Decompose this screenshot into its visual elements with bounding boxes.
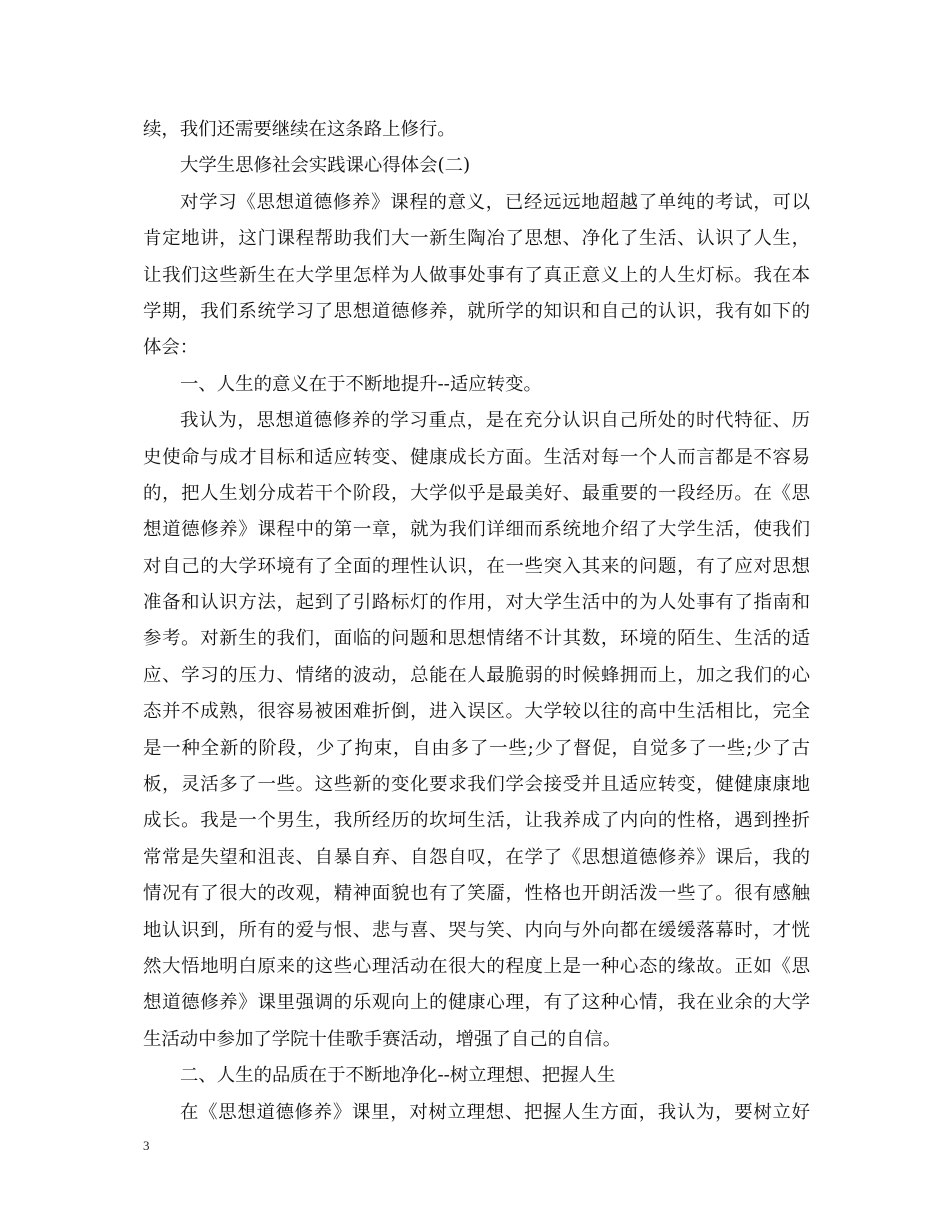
- page-number: 3: [143, 1138, 150, 1153]
- text-line: 让我们这些新生在大学里怎样为人做事处事有了真正意义上的人生灯标。我在本: [143, 264, 810, 286]
- text-line: 常常是失望和沮丧、自暴自弃、自怨自叹，在学了《思想道德修养》课后，我的: [143, 846, 810, 868]
- text-line: 应、学习的压力、情绪的波动，总能在人最脆弱的时候蜂拥而上，加之我们的心: [143, 664, 810, 686]
- text-line: 成长。我是一个男生，我所经历的坎坷生活，让我养成了内向的性格，遇到挫折: [143, 810, 810, 832]
- text-line: 想道德修养》课程中的第一章，就为我们详细而系统地介绍了大学生活，使我们: [143, 519, 810, 541]
- text-line: 情况有了很大的改观，精神面貌也有了笑靥，性格也开朗活泼一些了。很有感触: [143, 883, 810, 905]
- text-line: 大学生思修社会实践课心得体会(二): [180, 155, 471, 177]
- text-line: 然大悟地明白原来的这些心理活动在很大的程度上是一种心态的缘故。正如《思: [143, 955, 810, 977]
- text-line: 是一种全新的阶段，少了拘束，自由多了一些;少了督促，自觉多了一些;少了古: [143, 737, 810, 759]
- text-line: 参考。对新生的我们，面临的问题和思想情绪不计其数，环境的陌生、生活的适: [143, 628, 810, 650]
- text-line: 一、人生的意义在于不断地提升--适应转变。: [180, 373, 542, 395]
- text-line: 史使命与成才目标和适应转变、健康成长方面。生活对每一个人而言都是不容易: [143, 446, 810, 468]
- text-line: 我认为，思想道德修养的学习重点，是在充分认识自己所处的时代特征、历: [180, 410, 810, 432]
- text-line: 对自己的大学环境有了全面的理性认识，在一些突入其来的问题，有了应对思想: [143, 555, 810, 577]
- body-text: [143, 112, 810, 1131]
- text-line: 肯定地讲，这门课程帮助我们大一新生陶冶了思想、净化了生活、认识了人生，: [143, 228, 810, 250]
- text-line: 板，灵活多了一些。这些新的变化要求我们学会接受并且适应转变，健健康康地: [143, 774, 810, 796]
- text-line: 生活动中参加了学院十佳歌手赛活动，增强了自己的自信。: [143, 1028, 622, 1050]
- text-line: 续，我们还需要继续在这条路上修行。: [143, 119, 456, 140]
- text-line: 学期，我们系统学习了思想道德修养，就所学的知识和自己的认识，我有如下的: [143, 300, 810, 322]
- text-line: 地认识到，所有的爱与恨、悲与喜、哭与笑、内向与外向都在缓缓落幕时，才恍: [143, 919, 810, 941]
- text-line: 的，把人生划分成若干个阶段，大学似乎是最美好、最重要的一段经历。在《思: [143, 482, 810, 504]
- text-line: 态并不成熟，很容易被困难折倒，进入误区。大学较以往的高中生活相比，完全: [143, 701, 810, 723]
- text-line: 想道德修养》课里强调的乐观向上的健康心理，有了这种心情，我在业余的大学: [143, 992, 810, 1014]
- text-line: 在《思想道德修养》课里，对树立理想、把握人生方面，我认为，要树立好: [180, 1101, 810, 1123]
- text-line: 二、人生的品质在于不断地净化--树立理想、把握人生: [180, 1065, 616, 1087]
- text-line: 体会：: [143, 337, 199, 359]
- text-line: 准备和认识方法，起到了引路标灯的作用，对大学生活中的为人处事有了指南和: [143, 592, 810, 614]
- text-line: 对学习《思想道德修养》课程的意义，已经远远地超越了单纯的考试，可以: [180, 191, 810, 213]
